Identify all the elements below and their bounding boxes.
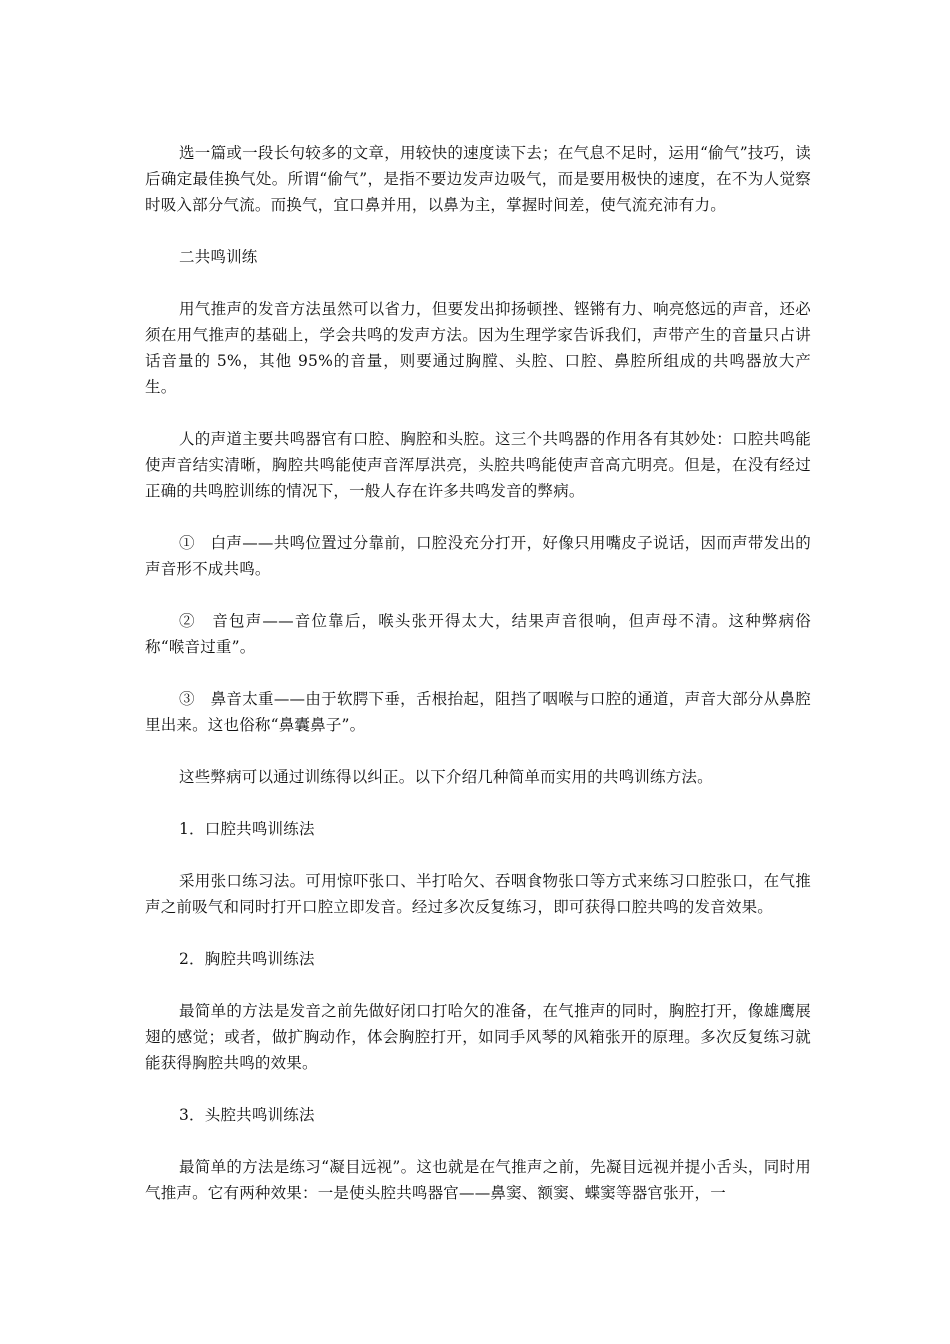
paragraph-resonance-organs: 人的声道主要共鸣器官有口腔、胸腔和头腔。这三个共鸣器的作用各有其妙处：口腔共鸣能使声音结实清晰，胸腔共鸣能使声音浑厚洪亮，头腔共鸣能使声音高亢明亮。但是，在没有经过正确的共鸣腔训练的情况下，一般人存在许多共鸣发音的弊病。 [145,430,811,500]
paragraph-chest-resonance: 最简单的方法是发音之前先做好闭口打哈欠的准备，在气推声的同时，胸腔打开，像雄鹰展翅的感觉；或者，做扩胸动作，体会胸腔打开，如同手风琴的风箱张开的原理。多次反复练习就能获得胸腔共鸣的效果。 [145,1002,811,1072]
list-item-nasal-voice: ③ 鼻音太重——由于软腭下垂，舌根抬起，阻挡了咽喉与口腔的通道，声音大部分从鼻腔里出来。这也俗称“鼻囊鼻子”。 [145,690,811,734]
section-heading-resonance-training: 二共鸣训练 [179,248,258,266]
heading-oral-resonance: 1．口腔共鸣训练法 [179,820,315,838]
list-item-white-voice: ① 白声——共鸣位置过分靠前，口腔没充分打开，好像只用嘴皮子说话，因而声带发出的声音形不成共鸣。 [145,534,811,578]
paragraph-oral-resonance: 采用张口练习法。可用惊吓张口、半打哈欠、吞咽食物张口等方式来练习口腔张口，在气推声之前吸气和同时打开口腔立即发音。经过多次反复练习，即可获得口腔共鸣的发音效果。 [145,872,811,916]
paragraph-head-resonance: 最简单的方法是练习“凝目远视”。这也就是在气推声之前，先凝目远视并提小舌头，同时用气推声。它有两种效果：一是使头腔共鸣器官——鼻窦、额窦、蝶窦等器官张开，一 [145,1158,811,1202]
heading-chest-resonance: 2．胸腔共鸣训练法 [179,950,315,968]
paragraph-resonance-intro: 用气推声的发音方法虽然可以省力，但要发出抑扬顿挫、铿锵有力、响亮悠远的声音，还必须在用气推声的基础上，学会共鸣的发声方法。因为生理学家告诉我们，声带产生的音量只占讲话音量的 5%，其他 95%的音量，则要通过胸膛、头腔、口腔、鼻腔所组成的共鸣器放大产生。 [145,300,811,396]
heading-head-resonance: 3．头腔共鸣训练法 [179,1106,315,1124]
list-item-muffled-voice: ② 音包声——音位靠后，喉头张开得太大，结果声音很响，但声母不清。这种弊病俗称“喉音过重”。 [145,612,811,656]
document-page [145,140,811,1206]
paragraph-breath-stealing: 选一篇或一段长句较多的文章，用较快的速度读下去；在气息不足时，运用“偷气”技巧，读后确定最佳换气处。所谓“偷气”，是指不要边发声边吸气，而是要用极快的速度，在不为人觉察时吸入部分气流。而换气，宜口鼻并用，以鼻为主，掌握时间差，使气流充沛有力。 [145,144,811,214]
paragraph-correction-intro: 这些弊病可以通过训练得以纠正。以下介绍几种简单而实用的共鸣训练方法。 [179,768,713,786]
